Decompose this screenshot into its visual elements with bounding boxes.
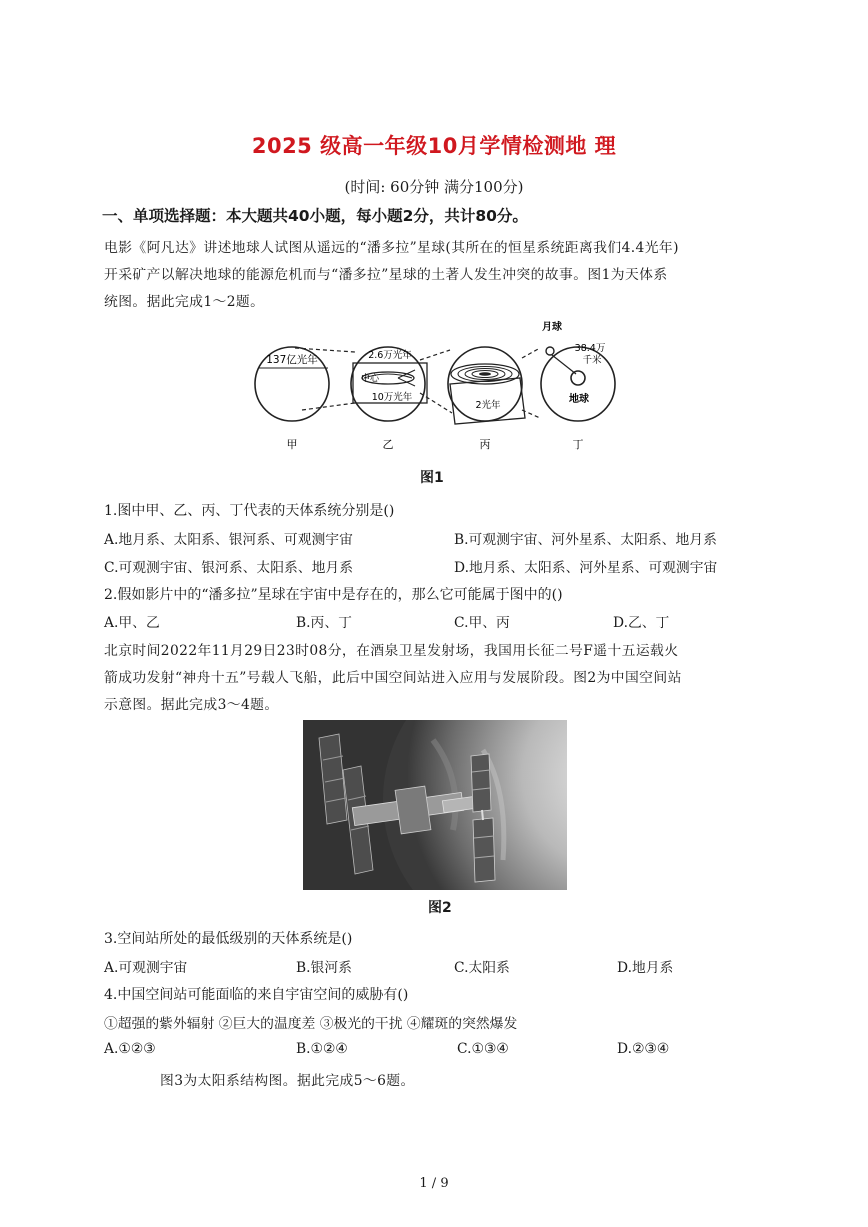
galaxy-center-label: 中心 <box>360 374 380 384</box>
question-1-option-d: D.地月系、太阳系、河外星系、可观测宇宙 <box>454 560 718 576</box>
question-1-option-b: B.可观测宇宙、河外星系、太阳系、地月系 <box>454 532 717 548</box>
figure2-caption: 图2 <box>428 900 452 916</box>
solar-system-size-label: 2光年 <box>475 400 501 411</box>
question-4-option-d: D.②③④ <box>617 1041 670 1057</box>
question-3-option-b: B.银河系 <box>296 960 352 976</box>
exam-info: (时间: 60分钟 满分100分) <box>344 178 524 196</box>
question-2-stem: 2.假如影片中的“潘多拉”星球在宇宙中是存在的，那么它可能属于图中的() <box>104 587 563 603</box>
passage-line: 电影《阿凡达》讲述地球人试图从遥远的“潘多拉”星球(其所在的恒星系统距离我们4.4光年) <box>104 240 679 256</box>
question-2-option-a: A.甲、乙 <box>104 615 160 631</box>
question-4-stem: 4.中国空间站可能面临的来自宇宙空间的威胁有() <box>104 987 409 1003</box>
page-number: 1 / 9 <box>419 1176 449 1191</box>
question-2-option-c: C.甲、丙 <box>454 615 510 631</box>
space-station-photo <box>303 720 567 890</box>
distance-value-label: 38.4万 <box>574 343 606 354</box>
universe-size-label: 137亿光年 <box>266 354 318 366</box>
passage-line: 示意图。据此完成3～4题。 <box>104 697 279 713</box>
question-4-items: ①超强的紫外辐射 ②巨大的温度差 ③极光的干扰 ④耀斑的突然爆发 <box>104 1016 518 1032</box>
question-3-option-d: D.地月系 <box>617 960 674 976</box>
question-2-option-b: B.丙、丁 <box>296 615 352 631</box>
celestial-system-diagram <box>240 318 630 456</box>
page-title: 2025 级高一年级10月学情检测地 理 <box>251 134 617 158</box>
label-jia: 甲 <box>286 438 298 451</box>
earth-label: 地球 <box>569 394 589 405</box>
passage-line: 开采矿产以解决地球的能源危机而与“潘多拉”星球的土著人发生冲突的故事。图1为天体系 <box>104 267 668 283</box>
question-3-option-a: A.可观测宇宙 <box>104 960 188 976</box>
question-4-option-b: B.①②④ <box>296 1041 348 1057</box>
passage-line: 箭成功发射“神舟十五”号载人飞船，此后中国空间站进入应用与发展阶段。图2为中国空间站 <box>104 670 682 686</box>
galaxy-diameter-label: 10万光年 <box>371 392 413 403</box>
galaxy-thickness-label: 2.6万光年 <box>368 350 412 361</box>
figure1-caption: 图1 <box>420 470 444 486</box>
moon-label: 月球 <box>542 322 562 333</box>
passage-line: 北京时间2022年11月29日23时08分，在酒泉卫星发射场，我国用长征二号F遥十五运载火 <box>104 643 679 659</box>
label-yi: 乙 <box>382 438 394 451</box>
question-4-option-a: A.①②③ <box>104 1041 156 1057</box>
question-3-stem: 3.空间站所处的最低级别的天体系统是() <box>104 931 353 947</box>
distance-unit-label: 千米 <box>582 355 602 366</box>
circle-ding <box>541 347 615 421</box>
question-3-option-c: C.太阳系 <box>454 960 510 976</box>
label-bing: 丙 <box>479 438 491 451</box>
question-1-stem: 1.图中甲、乙、丙、丁代表的天体系统分别是() <box>104 503 395 519</box>
question-4-option-c: C.①③④ <box>457 1041 509 1057</box>
question-2-option-d: D.乙、丁 <box>613 615 670 631</box>
question-1-option-a: A.地月系、太阳系、银河系、可观测宇宙 <box>104 532 353 548</box>
label-ding: 丁 <box>572 438 584 451</box>
question-1-option-c: C.可观测宇宙、银河系、太阳系、地月系 <box>104 560 353 576</box>
section-heading: 一、单项选择题：本大题共40小题，每小题2分，共计80分。 <box>102 207 528 225</box>
passage-line: 统图。据此完成1～2题。 <box>104 294 265 310</box>
passage-line: 图3为太阳系结构图。据此完成5～6题。 <box>160 1073 415 1089</box>
